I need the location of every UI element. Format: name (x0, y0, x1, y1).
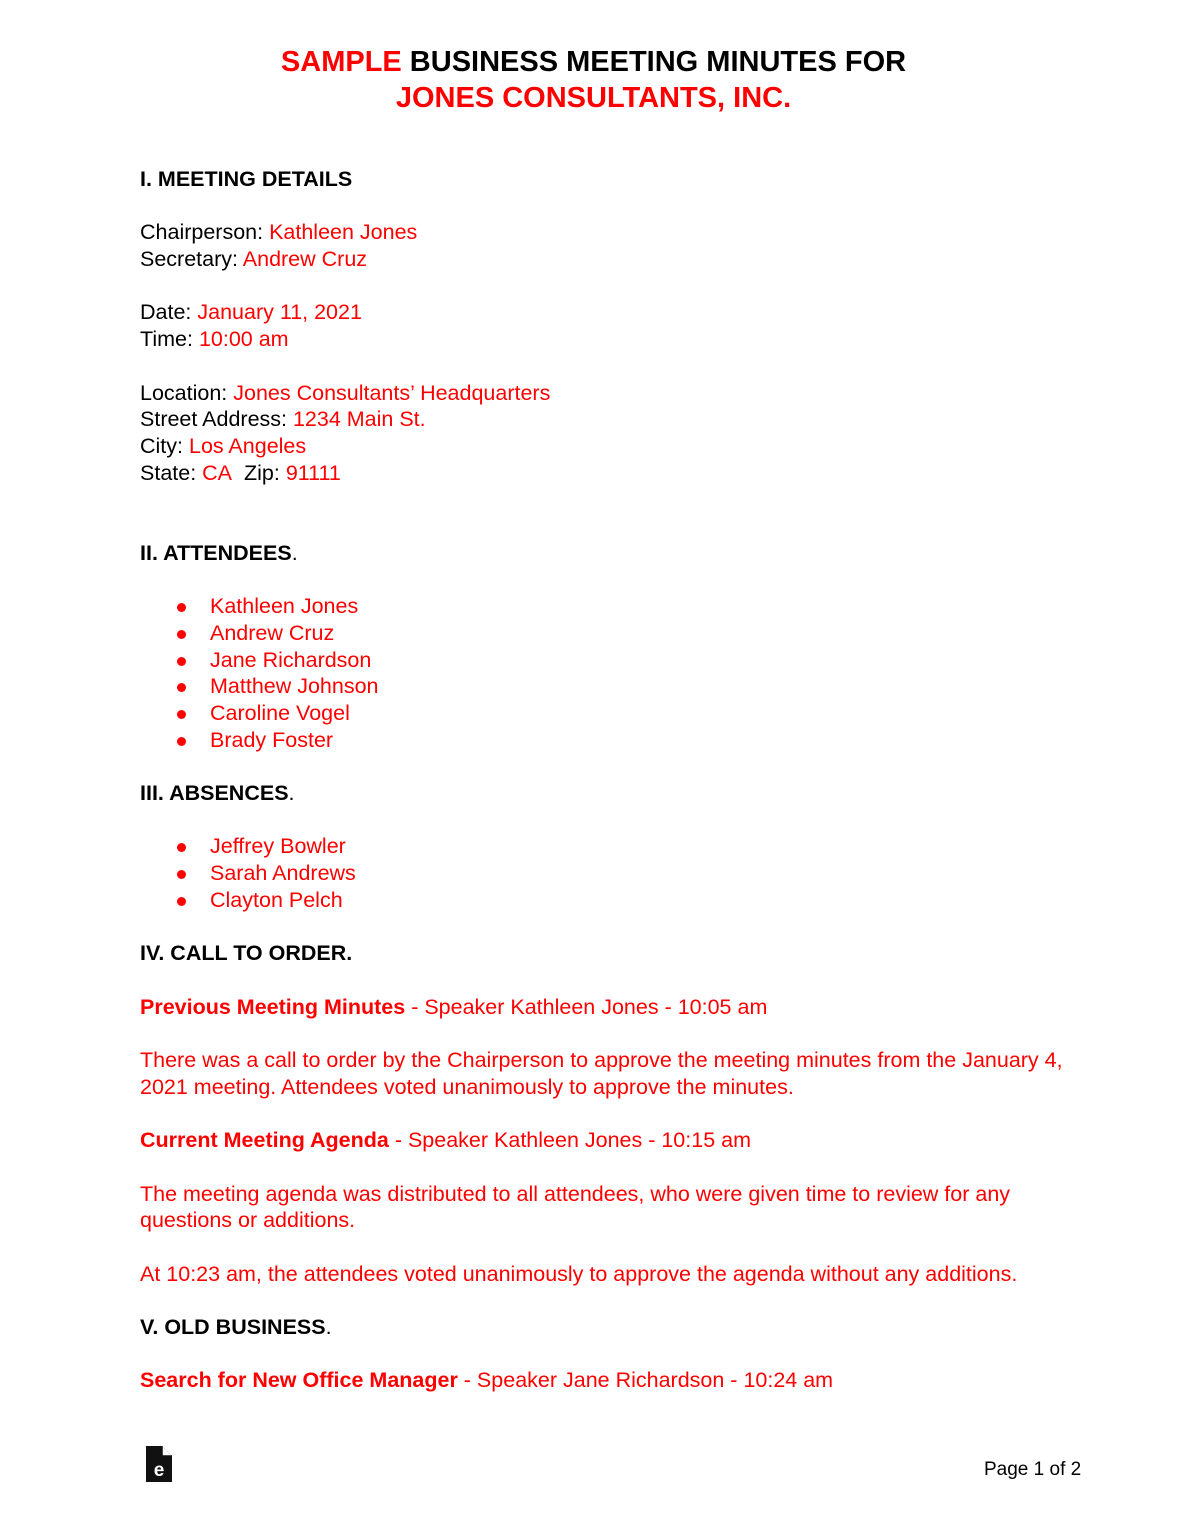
secretary-row (140, 246, 1070, 273)
location-value: Jones Consultants’ Headquarters (233, 380, 551, 405)
current-agenda-item (140, 1127, 1070, 1154)
current-agenda-title: Current Meeting Agenda (140, 1128, 389, 1153)
list-item (140, 700, 1070, 727)
bullet-icon (177, 710, 186, 719)
current-agenda-meta: - Speaker Kathleen Jones - 10:15 am (388, 1128, 751, 1153)
attendee-name: Kathleen Jones (210, 594, 359, 619)
bullet-icon (177, 683, 186, 692)
date-label: Date: (140, 300, 198, 325)
list-item (140, 647, 1070, 674)
bullet-icon (177, 657, 186, 666)
city-value: Los Angeles (188, 433, 307, 458)
chairperson-value: Kathleen Jones (269, 220, 418, 245)
previous-minutes-title: Previous Meeting Minutes (140, 994, 406, 1019)
state-zip-row (140, 460, 1070, 487)
svg-text:e: e (153, 1460, 165, 1481)
list-item (140, 860, 1070, 887)
title-line-1 (0, 44, 1187, 80)
bullet-icon (177, 843, 186, 852)
office-manager-meta: - Speaker Jane Richardson - 10:24 am (457, 1368, 834, 1393)
state-value: CA (202, 460, 233, 485)
absences-heading: III. ABSENCES (140, 781, 289, 806)
title-line-2: JONES CONSULTANTS, INC. (395, 82, 792, 114)
state-label: State: (140, 460, 203, 485)
current-agenda-text-1: The meeting agenda was distributed to all attendees, who were given time to review for any questions or additions. (140, 1181, 1011, 1233)
title-sample: SAMPLE (280, 46, 402, 78)
attendee-name: Andrew Cruz (210, 620, 335, 645)
attendees-heading: II. ATTENDEES (140, 540, 292, 565)
secretary-value: Andrew Cruz (242, 247, 368, 272)
page-number: Page 1 of 2 (984, 1459, 1082, 1480)
previous-minutes-text: There was a call to order by the Chairperson to approve the meeting minutes from the January 4, 2021 meeting. Attendees voted unanimously to approve the minutes. (140, 1048, 1063, 1099)
bullet-icon (177, 897, 186, 906)
absentee-name: Clayton Pelch (210, 887, 343, 912)
chairperson-label: Chairperson: (140, 220, 270, 245)
office-manager-item (140, 1367, 1070, 1394)
absentee-name: Jeffrey Bowler (210, 834, 346, 859)
list-item (140, 833, 1070, 860)
chairperson-row (140, 219, 1070, 246)
list-item (140, 673, 1070, 700)
bullet-icon (177, 737, 186, 746)
document-title (0, 44, 1187, 116)
old-business-heading-row: V. OLD BUSINESS. (140, 1315, 332, 1340)
call-to-order-heading: IV. CALL TO ORDER. (140, 941, 353, 966)
street-label: Street Address: (140, 407, 293, 432)
secretary-label: Secretary: (140, 247, 243, 272)
bullet-icon (177, 870, 186, 879)
attendee-name: Matthew Johnson (210, 674, 379, 699)
street-value: 1234 Main St. (292, 407, 426, 432)
document-body (140, 166, 1070, 1394)
city-label: City: (140, 433, 189, 458)
city-row (140, 433, 1070, 460)
date-value: January 11, 2021 (197, 300, 362, 325)
location-label: Location: (140, 380, 234, 405)
absentee-name: Sarah Andrews (210, 861, 356, 886)
attendees-list (140, 593, 1070, 753)
time-value: 10:00 am (198, 327, 289, 352)
list-item (140, 887, 1070, 914)
attendee-name: Brady Foster (210, 727, 334, 752)
zip-value: 91111 (285, 460, 341, 485)
zip-label: Zip: (243, 460, 286, 485)
time-row (140, 326, 1070, 353)
attendees-heading-row: II. ATTENDEES. (140, 540, 298, 565)
absences-heading-row: III. ABSENCES. (140, 781, 295, 806)
meeting-details-heading: I. MEETING DETAILS (140, 167, 353, 191)
previous-minutes-item (140, 994, 1070, 1021)
time-label: Time: (140, 327, 199, 352)
list-item (140, 727, 1070, 754)
old-business-heading: V. OLD BUSINESS (140, 1315, 326, 1340)
attendee-name: Caroline Vogel (210, 700, 350, 725)
attendee-name: Jane Richardson (210, 647, 372, 672)
document-e-icon (144, 1444, 174, 1484)
current-agenda-text-2: At 10:23 am, the attendees voted unanimously to approve the agenda without any additions. (140, 1261, 1018, 1286)
bullet-icon (177, 630, 186, 639)
street-row (140, 406, 1070, 433)
previous-minutes-meta: - Speaker Kathleen Jones - 10:05 am (405, 994, 768, 1019)
location-row (140, 380, 1070, 407)
title-rest: BUSINESS MEETING MINUTES FOR (401, 46, 907, 78)
list-item (140, 620, 1070, 647)
absences-list (140, 833, 1070, 913)
bullet-icon (177, 603, 186, 612)
date-row (140, 299, 1070, 326)
list-item (140, 593, 1070, 620)
office-manager-title: Search for New Office Manager (140, 1368, 458, 1393)
